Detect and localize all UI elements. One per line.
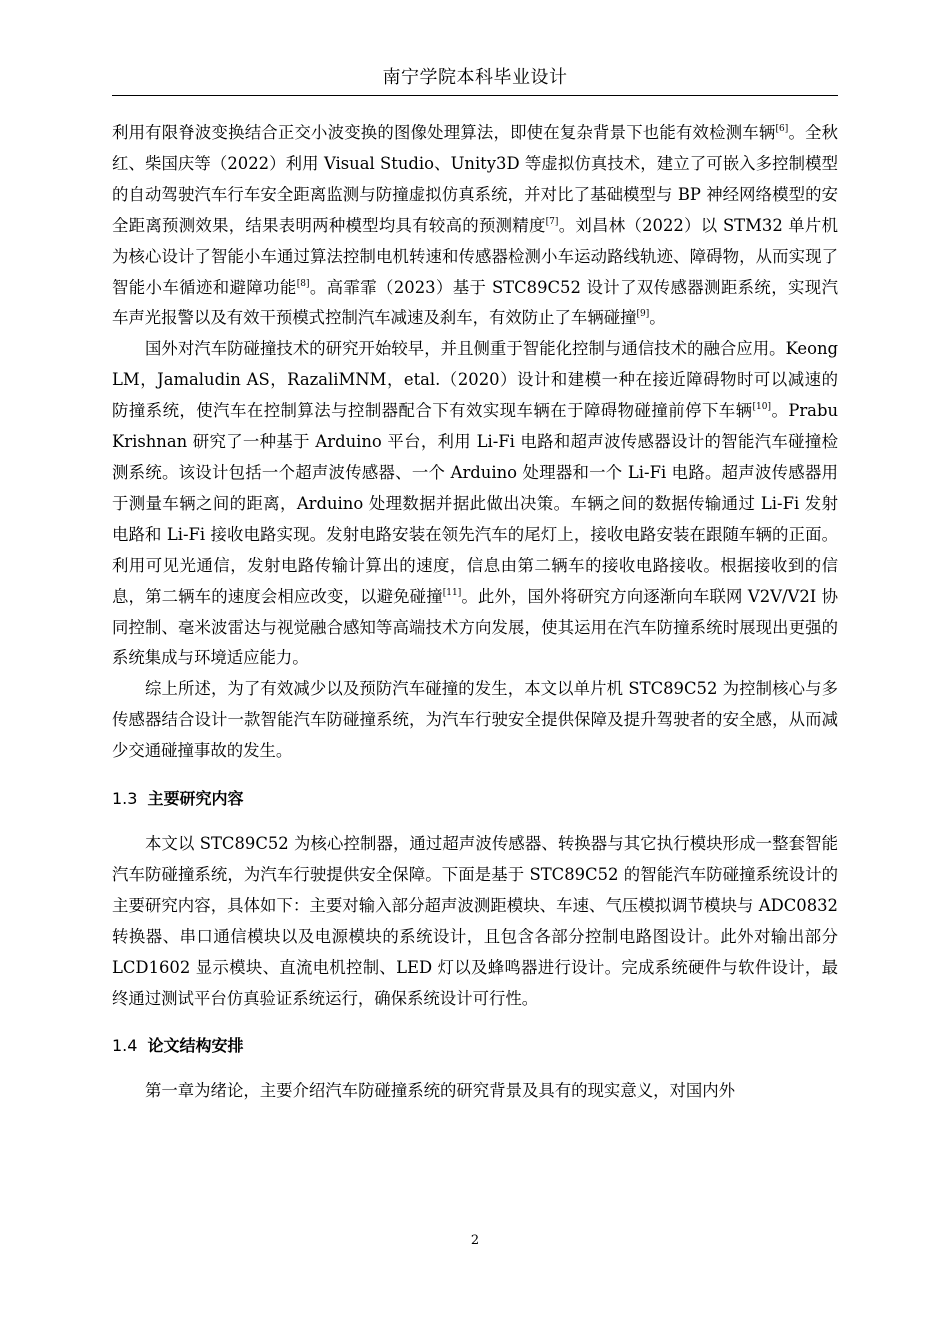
text-run: 第一章为绪论，主要介绍汽车防碰撞系统的研究背景及具有的现实意义，对国内外 bbox=[145, 1081, 736, 1101]
section-heading-1-4 bbox=[112, 1034, 838, 1058]
header-rule bbox=[112, 95, 838, 96]
text-run: 综上所述，为了有效减少以及预防汽车碰撞的发生，本文以单片机 STC89C52 为控制核心与多传感器结合设计一款智能汽车防碰撞系统，为汽车行驶安全提供保障及提升驾驶者的安全感，从而减少交通碰撞事故的发生。 bbox=[112, 679, 838, 761]
paragraph-domestic-research-cont bbox=[112, 118, 838, 334]
citation-10: [10] bbox=[752, 402, 771, 413]
text-run: 。Prabu Krishnan 研究了一种基于 Arduino 平台，利用 Li-Fi 电路和超声波传感器设计的智能汽车碰撞检测系统。该设计包括一个超声波传感器、一个 Arduino 处理器和一个 Li-Fi 电路。超声波传感器用于测量车辆之间的距离，Arduino 处理数据并据此做出决策。车辆之间的数据传输通过 Li-Fi 发射电路和 Li-Fi 接收电路实现。发射电路安装在领先汽车的尾灯上，接收电路安装在跟随车辆的正面。利用可见光通信，发射电路传输计算出的速度，信息由第二辆车的接收电路接收。根据接收到的信息，第二辆车的速度会相应改变，以避免碰撞 bbox=[112, 401, 839, 606]
citation-6: [6] bbox=[775, 124, 789, 134]
text-run: 利用有限脊波变换结合正交小波变换的图像处理算法，即使在复杂背景下也能有效检测车辆 bbox=[112, 123, 776, 142]
paragraph-main-content bbox=[112, 829, 838, 1014]
section-number: 1.4 bbox=[112, 1036, 138, 1056]
body-content bbox=[112, 118, 838, 1107]
citation-7: [7] bbox=[545, 216, 559, 227]
paragraph-foreign-research bbox=[112, 334, 838, 674]
citation-9: [9] bbox=[636, 309, 650, 320]
section-number: 1.3 bbox=[112, 789, 138, 809]
text-run: 。全秋红、柴国庆等（2022）利用 Visual Studio、Unity3D 等虚拟仿真技术，建立了可嵌入多控制模型的自动驾驶汽车行车安全距离监测与防撞虚拟仿真系统，并对比了基础模型与 BP 神经网络模型的安全距离预测效果，结果表明两种模型均具有较高的预测精度 bbox=[112, 123, 839, 235]
text-run: 。高霏霏（2023）基于 STC89C52 设计了双传感器测距系统，实现汽车声光报警以及有效干预模式控制汽车减速及刹车，有效防止了车辆碰撞 bbox=[112, 277, 838, 328]
text-run: 。刘昌林（2022）以 STM32 单片机为核心设计了智能小车通过算法控制电机转速和传感器检测小车运动路线轨迹、障碍物，从而实现了智能小车循迹和避障功能 bbox=[112, 215, 838, 297]
page-number: 2 bbox=[470, 1233, 480, 1248]
citation-8: [8] bbox=[296, 278, 310, 289]
text-run: 。此外，国外将研究方向逐渐向车联网 V2V/V2I 协同控制、毫米波雷达与视觉融合感知等高端技术方向发展，使其运用在汽车防撞系统时展现出更强的系统集成与环境适应能力。 bbox=[112, 586, 838, 668]
section-title: 主要研究内容 bbox=[147, 789, 244, 809]
page-header: 南宁学院本科毕业设计 bbox=[382, 67, 568, 88]
section-title: 论文结构安排 bbox=[147, 1036, 244, 1056]
paragraph-summary bbox=[112, 674, 838, 767]
text-run: 。 bbox=[649, 308, 666, 328]
text-run: 本文以 STC89C52 为核心控制器，通过超声波传感器、转换器与其它执行模块形成一整套智能汽车防碰撞系统，为汽车行驶提供安全保障。下面是基于 STC89C52 的智能汽车防碰撞系统设计的主要研究内容，具体如下：主要对输入部分超声波测距模块、车速、气压模拟调节模块与 ADC0832 转换器、串口通信模块以及电源模块的系统设计，且包含各部分控制电路图设计。此外对输出部分 LCD1602 显示模块、直流电机控制、LED 灯以及蜂鸣器进行设计。完成系统硬件与软件设计，最终通过测试平台仿真验证系统运行，确保系统设计可行性。 bbox=[112, 834, 838, 1008]
paragraph-structure bbox=[112, 1076, 838, 1107]
section-heading-1-3 bbox=[112, 787, 838, 811]
citation-11: [11] bbox=[442, 587, 462, 598]
text-run: 国外对汽车防碰撞技术的研究开始较早，并且侧重于智能化控制与通信技术的融合应用。Keong LM，Jamaludin AS，RazaliMNM，etal.（2020）设计和建模一种在接近障碍物时可以减速的防撞系统，使汽车在控制算法与控制器配合下有效实现车辆在于障碍物碰撞前停下车辆 bbox=[112, 339, 838, 421]
